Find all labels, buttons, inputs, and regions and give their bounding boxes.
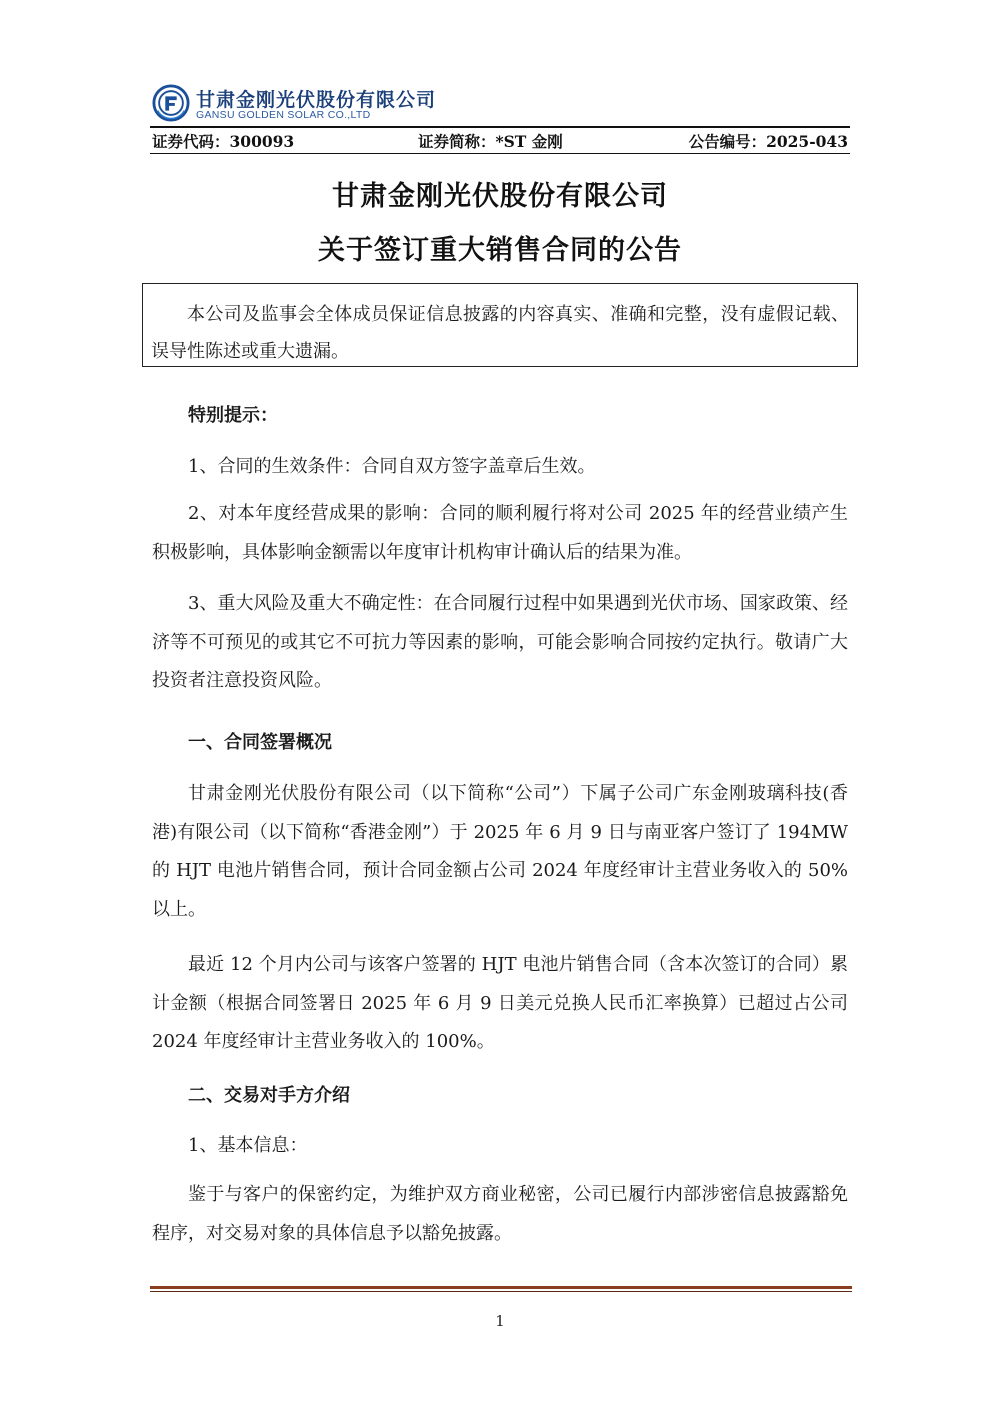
section-1-paragraph-2: 最近 12 个月内公司与该客户签署的 HJT 电池片销售合同（含本次签订的合同）累计金额（根据合同签署日 2025 年 6 月 9 日美元兑换人民币汇率换算）已超过占公司 2024 年度经审计主营业务收入的 100%。 bbox=[152, 954, 848, 1052]
section-2-subheading-1: 1、基本信息： bbox=[188, 1135, 308, 1156]
logo-company-name-cn: 甘肃金刚光伏股份有限公司 bbox=[196, 89, 437, 111]
company-logo bbox=[152, 82, 437, 126]
header-rule-bottom bbox=[150, 153, 850, 154]
section-2-heading: 二、交易对手方介绍 bbox=[188, 1085, 350, 1106]
tip-1: 1、合同的生效条件：合同自双方签字盖章后生效。 bbox=[188, 456, 596, 477]
document-title-line1: 甘肃金刚光伏股份有限公司 bbox=[332, 181, 668, 212]
section-2-paragraph-1: 鉴于与客户的保密约定，为维护双方商业秘密，公司已履行内部涉密信息披露豁免程序，对交易对象的具体信息予以豁免披露。 bbox=[152, 1184, 848, 1244]
tip-3: 3、重大风险及重大不确定性：在合同履行过程中如果遇到光伏市场、国家政策、经济等不可预见的或其它不可抗力等因素的影响，可能会影响合同按约定执行。敬请广大投资者注意投资风险。 bbox=[152, 593, 848, 691]
document-title-line2: 关于签订重大销售合同的公告 bbox=[318, 235, 682, 266]
section-1-paragraph-1: 甘肃金刚光伏股份有限公司（以下简称“公司”）下属子公司广东金刚玻璃科技(香港)有限公司（以下简称“香港金刚”）于 2025 年 6 月 9 日与南亚客户签订了 194MW 的 HJT 电池片销售合同，预计合同金额占公司 2024 年度经审计主营业务收入的 50%以上。 bbox=[152, 783, 848, 920]
statement-box bbox=[142, 283, 858, 367]
special-notice-heading: 特别提示： bbox=[188, 405, 278, 426]
announcement-number: 公告编号：2025-043 bbox=[688, 132, 848, 151]
footer-rule-thick bbox=[150, 1286, 852, 1289]
company-logo-icon bbox=[152, 84, 190, 122]
securities-code: 证券代码：300093 bbox=[152, 132, 295, 151]
statement-text: 本公司及监事会全体成员保证信息披露的内容真实、准确和完整，没有虚假记载、误导性陈述或重大遗漏。 bbox=[151, 304, 849, 362]
header-rule-top bbox=[150, 126, 850, 128]
section-1-heading: 一、合同签署概况 bbox=[188, 732, 332, 753]
footer-rule-thin bbox=[150, 1291, 852, 1292]
securities-abbreviation: 证券简称：*ST 金刚 bbox=[418, 132, 563, 151]
page-number: 1 bbox=[495, 1312, 505, 1330]
tip-2: 2、对本年度经营成果的影响：合同的顺利履行将对公司 2025 年的经营业绩产生积极影响，具体影响金额需以年度审计机构审计确认后的结果为准。 bbox=[152, 503, 848, 563]
logo-company-name-en: GANSU GOLDEN SOLAR CO.,LTD bbox=[196, 109, 371, 121]
